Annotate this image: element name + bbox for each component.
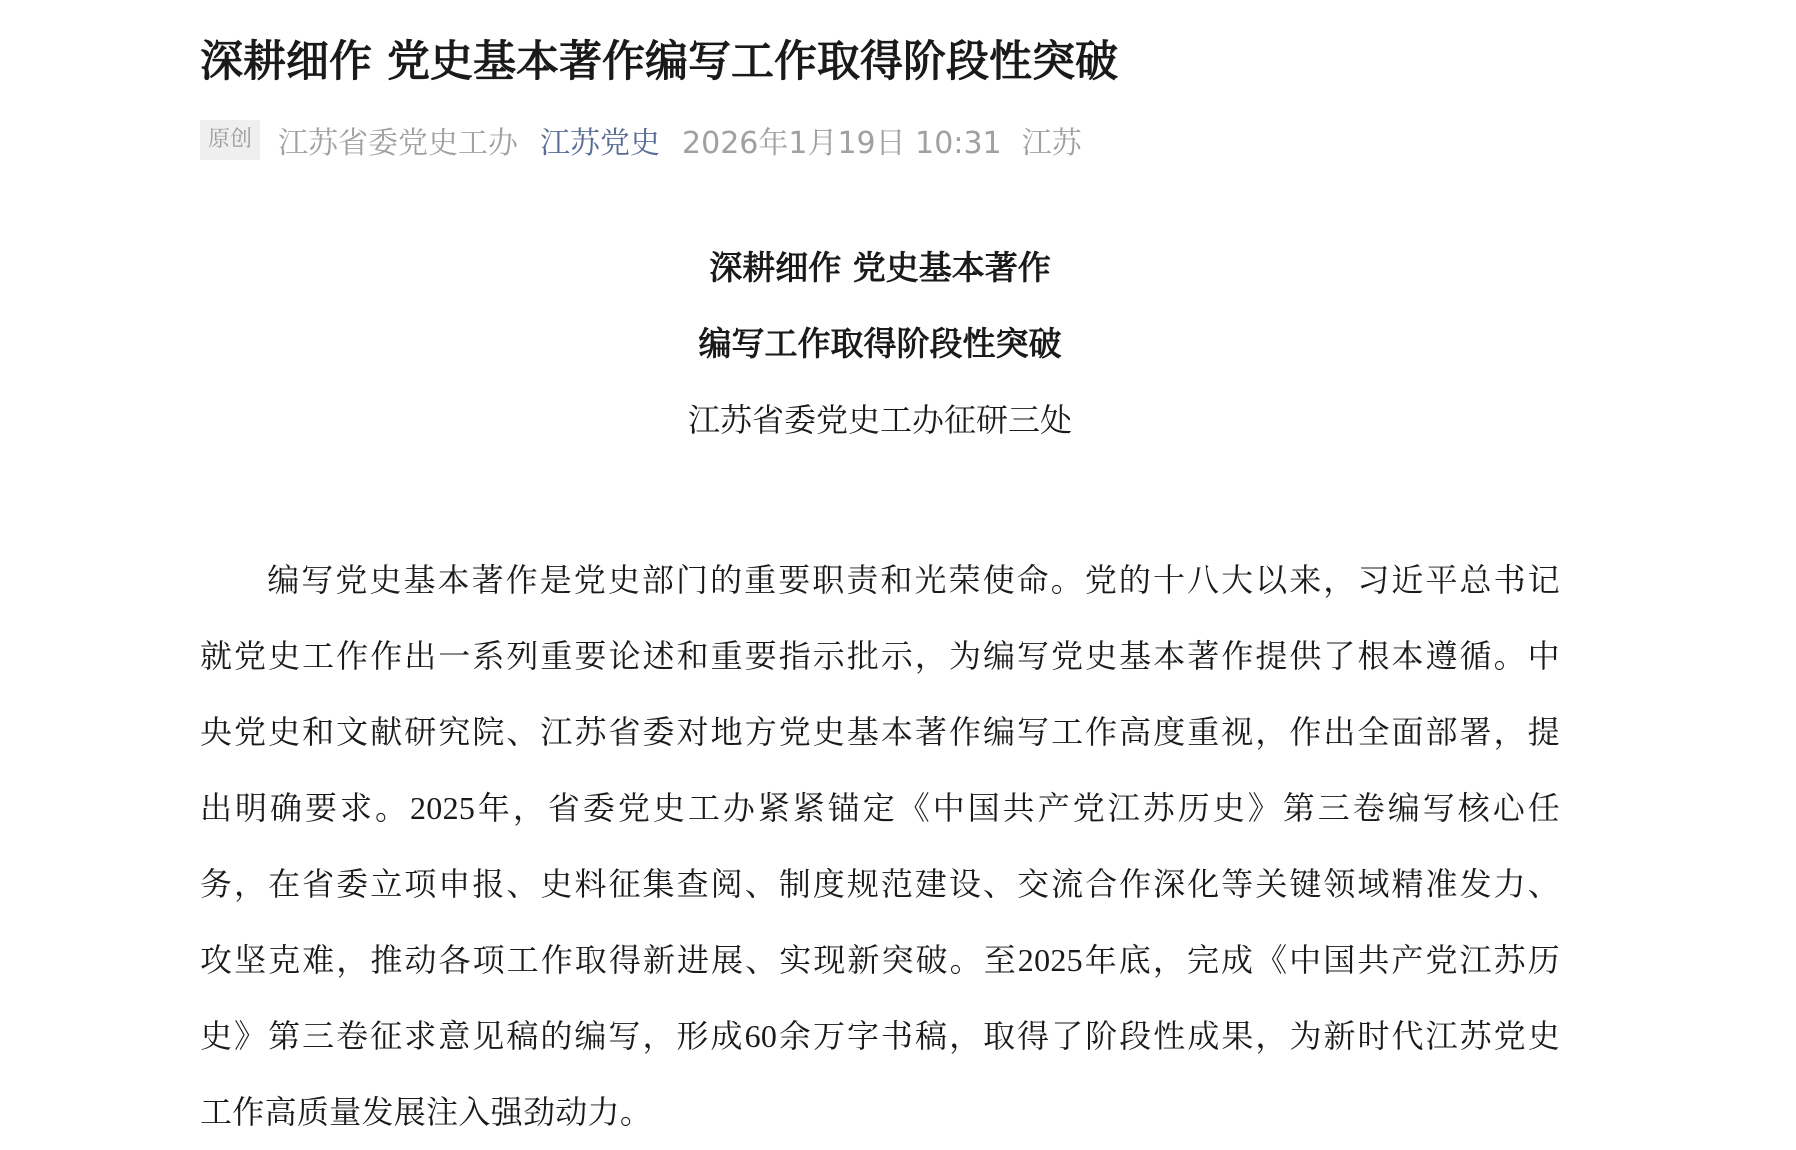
original-badge: 原创	[200, 120, 260, 160]
publish-time: 2026年1月19日 10:31	[682, 126, 1002, 161]
paragraph-line: 就党史工作作出一系列重要论述和重要指示批示，为编写党史基本著作提供了根本遵循。中	[200, 638, 1560, 674]
content-heading-line-2: 编写工作取得阶段性突破	[698, 324, 1062, 363]
body-paragraph	[200, 542, 1560, 1150]
content-heading-line-1: 深耕细作 党史基本著作	[709, 248, 1051, 287]
paragraph-line: 务，在省委立项申报、史料征集查阅、制度规范建设、交流合作深化等关键领域精准发力、	[200, 866, 1560, 902]
author-name: 江苏省委党史工办	[278, 126, 519, 161]
paragraph-line: 央党史和文献研究院、江苏省委对地方党史基本著作编写工作高度重视，作出全面部署，提	[200, 714, 1560, 750]
paragraph-line: 史》第三卷征求意见稿的编写，形成60余万字书稿，取得了阶段性成果，为新时代江苏党史	[200, 1018, 1560, 1054]
paragraph-line: 出明确要求。2025年，省委党史工办紧紧锚定《中国共产党江苏历史》第三卷编写核心任	[200, 790, 1560, 826]
paragraph-line: 工作高质量发展注入强劲动力。	[200, 1094, 653, 1130]
article-content	[200, 230, 1560, 1150]
publish-location: 江苏	[1021, 126, 1082, 161]
content-byline: 江苏省委党史工办征研三处	[687, 401, 1072, 439]
account-name-link[interactable]: 江苏党史	[540, 126, 661, 161]
article-meta	[200, 118, 1082, 162]
article-title: 深耕细作 党史基本著作编写工作取得阶段性突破	[200, 37, 1118, 87]
paragraph-line: 攻坚克难，推动各项工作取得新进展、实现新突破。至2025年底，完成《中国共产党江苏历	[200, 942, 1560, 978]
paragraph-line: 编写党史基本著作是党史部门的重要职责和光荣使命。党的十八大以来，习近平总书记	[267, 562, 1560, 598]
